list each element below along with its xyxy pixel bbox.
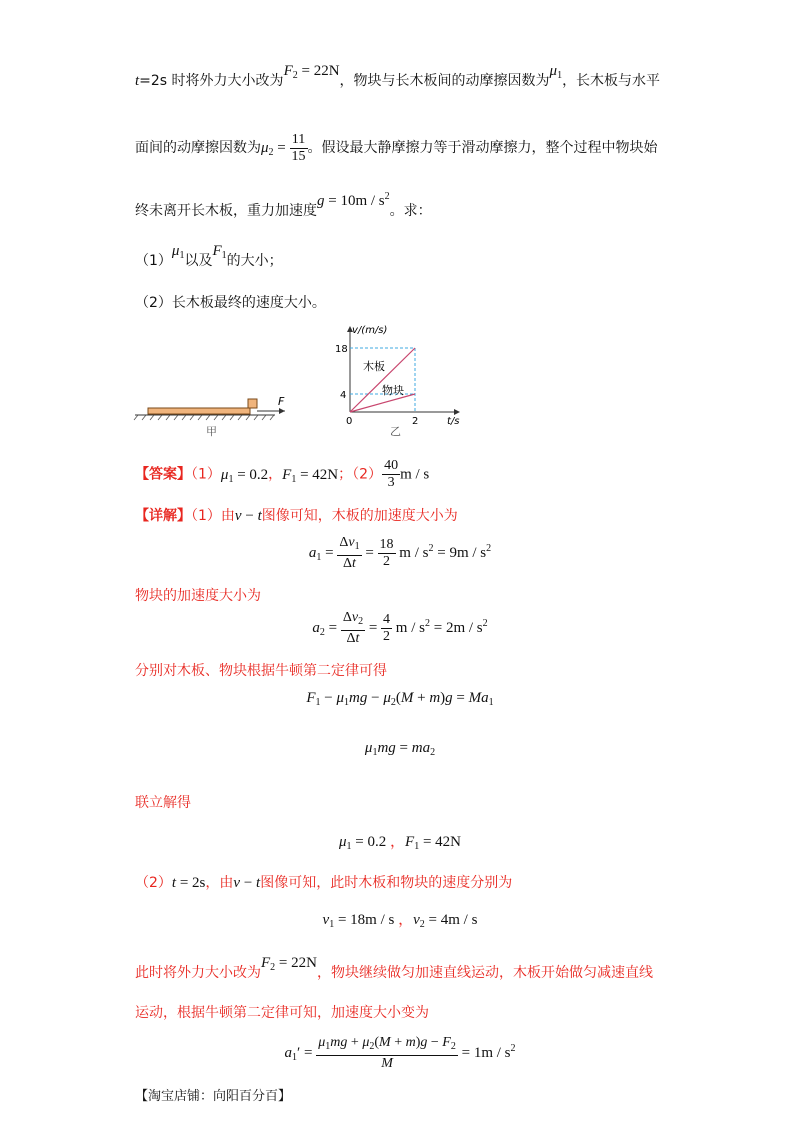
equation-result: $\mu_1 = 0.2$ ，$F_1 = 42N$ — [339, 834, 461, 852]
small-block — [248, 399, 257, 408]
equation-a2: $a_2$ = $\frac{\Delta v_2}{\Delta t}$ = $\frac{4}{2}$ $m / s^2 = 2m / s^2$ — [312, 610, 488, 646]
figure-board-block — [130, 385, 300, 445]
question-1: $(1)\mu_1$以及$F_1$的大小； — [135, 243, 283, 269]
equation-a1-prime: $a_1'$ = $\frac{\mu_1mg + \mu_2(M + m)g - F_2}{M}$ = $1m / s^2$ — [284, 1035, 516, 1071]
block-accel-text: 物块的加速度大小为 — [135, 588, 261, 604]
y-tick-4: 4 — [340, 390, 347, 401]
answer-fraction: $\frac{40}{3}$ — [384, 458, 399, 490]
x-axis-arrow — [454, 409, 460, 415]
newton-text: 分别对木板、物块根据牛顿第二定律可得 — [135, 663, 387, 679]
problem-line-1: t=2s 时将外力大小改为$F_2 = 22N$，物块与长木板间的动摩擦因数为$\mu_1$，长木板与水平 — [135, 63, 661, 89]
answer-line: 【答案】$(1)\mu_1 = 0.2$，$F_1 = 42N$；（2） $\frac{40}{3}$ m / s — [135, 458, 430, 490]
force-arrowhead — [279, 408, 285, 414]
answer-mu1: $\mu_1 = 0.2$ — [220, 466, 269, 485]
footer-shop: 【淘宝店铺：向阳百分百】 — [135, 1089, 292, 1104]
board-line-label: 木板 — [363, 360, 385, 373]
formula-mu1: $\mu_1$ — [549, 63, 563, 81]
formula-F2: $F_2 = 22N$ — [283, 63, 340, 81]
vt-symbol: v − t — [233, 875, 261, 891]
equation-board: $F_1 - \mu_1mg - \mu_2(M + m)g = Ma_1$ — [306, 690, 494, 708]
equation-block: $\mu_1mg = ma_2$ — [364, 740, 436, 758]
x-axis-label: t/s — [447, 416, 460, 427]
formula-mu1: $\mu_1$ — [171, 243, 185, 261]
equation-velocities: $v_1 = 18m / s$ ，$v_2 = 4m / s$ — [322, 912, 478, 930]
solution-intro: 【详解】（1）由v − t图像可知，木板的加速度大小为 — [135, 508, 458, 524]
answer-F1: $F_1 = 42N$ — [282, 466, 339, 485]
problem-line-2: 面间的动摩擦因数为$\mu_2$ = $\frac{11}{15}$ 。假设最大静摩擦力等于滑动摩擦力，整个过程中物块始 — [135, 132, 658, 164]
long-board — [148, 408, 250, 414]
problem-line-3: 终未离开长木板，重力加速度$g = 10m / s^2$。求： — [135, 191, 432, 219]
equation-a1: $a_1$ = $\frac{\Delta v_1}{\Delta t}$ = $\frac{18}{2}$ $m / s^2 = 9m / s^2$ — [308, 535, 492, 571]
combine-text: 联立解得 — [135, 795, 191, 811]
force-label: F — [278, 395, 285, 408]
ground-hatching — [134, 415, 274, 420]
figure-right-label: 乙 — [390, 425, 401, 437]
figure-vt-graph — [330, 322, 470, 437]
vt-symbol: v − t — [234, 508, 262, 524]
formula-mu2: $\mu_2$ = $\frac{11}{15}$ — [261, 132, 306, 164]
question-2: （2）长木板最终的速度大小。 — [135, 295, 326, 311]
block-line-label: 物块 — [382, 384, 404, 397]
figure-left-label: 甲 — [206, 425, 217, 438]
t-equals: t = 2s — [171, 875, 206, 891]
origin-label: 0 — [346, 416, 353, 427]
y-tick-18: 18 — [335, 344, 348, 355]
y-axis-label: v/(m/s) — [352, 325, 388, 336]
change-text: 此时将外力大小改为$F_2 = 22N$，物块继续做匀加速直线运动，木板开始做匀减速直线 — [135, 955, 653, 981]
x-tick-2: 2 — [412, 416, 419, 427]
motion-text: 运动，根据牛顿第二定律可知，加速度大小变为 — [135, 1005, 429, 1021]
formula-F1: $F_1$ — [212, 243, 227, 261]
part2-text: （2）t = 2s，由v − t图像可知，此时木板和物块的速度分别为 — [135, 875, 513, 891]
formula-F2: $F_2 = 22N$ — [261, 955, 317, 973]
formula-g: $g = 10m / s^2$ — [317, 191, 390, 209]
